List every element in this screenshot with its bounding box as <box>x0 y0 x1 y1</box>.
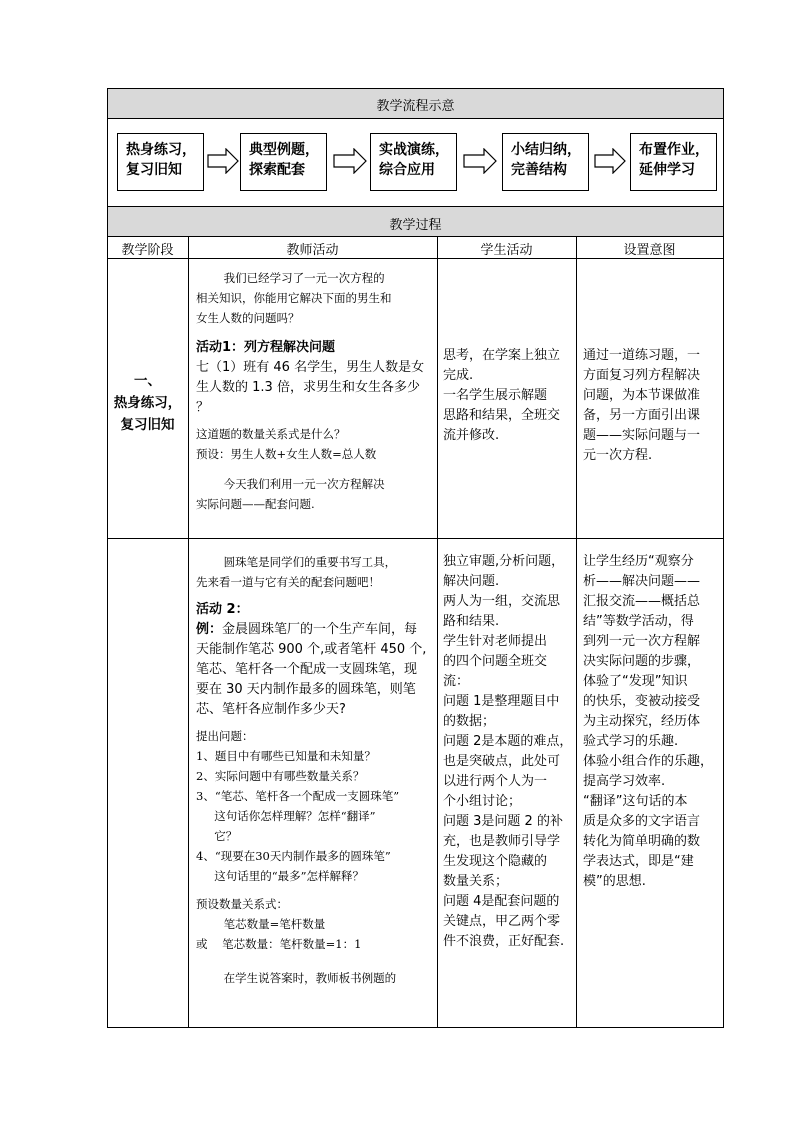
flow-step-2-line1: 典型例题， <box>249 142 319 158</box>
flow-step-3-line1: 实战演练， <box>379 142 449 158</box>
flow-step-4-line2: 完善结构 <box>511 162 567 178</box>
flow-step-2-line2: 探索配套 <box>249 162 305 178</box>
flow-step-1-line2: 复习旧知 <box>126 162 182 178</box>
flow-step-5-line2: 延伸学习 <box>639 162 695 178</box>
row2-intent: 让学生经历“观察分 析——解决问题—— 汇报交流——概括总 结”等数学活动，得 到列一元一次方程解 决实际问题的步骤， 体验了“发现”知识 的快乐，变被动接受 为主动探究，经历体 验式学习的乐趣. 体验小组合作的乐趣， 提高学习效率. “翻译”这句话的本 质是众多的文字语言 转化为简单明确的数 学表达式，即是“建 模”的思想. <box>583 554 714 889</box>
row1-stage <box>107 370 188 436</box>
flow-arrow-icon <box>207 148 239 174</box>
row2-student-activity: 独立审题,分析问题， 解决问题. 两人为一组，交流思 路和结果. 学生针对老师提出 的四个问题全班交 流： 问题 1是整理题目中 的数据； 问题 2是本题的难点， 也是突破点，此处可 以进行两个人为一 个小组讨论； 问题 3是问题 2 的补 充，也是教师引导学 生发现这个隐藏的 数量关系； 问题 4是配套问题的 关键点，甲乙两个零 件不浪费，正好配套. <box>443 554 573 949</box>
stage-line: 一、 <box>134 373 161 389</box>
activity-1-problem: 七（1）班有 46 名学生，男生人数是女 生人数的 1.3 倍，求男生和女生各多少 ？ <box>196 360 425 415</box>
col-header-student: 学生活动 <box>480 243 533 258</box>
flow-step-1 <box>117 133 204 191</box>
activity-2-title: 活动 2： <box>196 602 249 617</box>
preset-relations: 预设数量关系式： 笔芯数量=笔杆数量 或 笔芯数量：笔杆数量=1：1 <box>196 897 362 951</box>
row2-teacher-activity <box>196 552 434 988</box>
row1-student-activity: 思考，在学案上独立 完成. 一名学生展示解题 思路和结果，全班交 流并修改. <box>443 348 561 443</box>
stage-line: 复习旧知 <box>120 417 175 433</box>
flow-step-5-line1: 布置作业， <box>639 142 709 158</box>
flow-step-3 <box>370 133 457 191</box>
flow-step-2 <box>240 133 327 191</box>
flow-title: 教学流程示意 <box>376 99 455 114</box>
flow-step-5 <box>630 133 717 191</box>
col-header-teacher: 教师活动 <box>286 243 339 258</box>
flow-step-1-line1: 热身练习， <box>126 142 196 158</box>
example-problem: 例：金晨圆珠笔厂的一个生产车间，每 天能制作笔芯 900 个,或者笔杆 450 个, 笔芯、笔杆各一个配成一支圆珠笔，现 要在 30 天内制作最多的圆珠笔，则笔 芯、笔杆各应制作多少天? <box>196 622 427 717</box>
relation-question: 这道题的数量关系式是什么？ 预设：男生人数+女生人数=总人数 <box>196 427 377 461</box>
col-header-stage: 教学阶段 <box>121 243 174 258</box>
intro-text: 我们已经学习了一元一次方程的 相关知识，你能用它解决下面的男生和 女生人数的问题吗？ <box>196 271 392 325</box>
flow-arrow-icon <box>333 148 367 174</box>
outro-text: 今天我们利用一元一次方程解决 实际问题——配套问题. <box>196 477 385 511</box>
flow-arrow-icon <box>463 148 497 174</box>
activity-1-title: 活动1：列方程解决问题 <box>196 340 336 355</box>
row1-teacher-activity <box>196 268 434 514</box>
flow-step-3-line2: 综合应用 <box>379 162 435 178</box>
questions: 提出问题： 1、题目中有哪些已知量和未知量？ 2、实际问题中有哪些数量关系？ 3、“笔芯、笔杆各一个配成一支圆珠笔” 这句话你怎样理解？怎样“翻译” 它？ 4、“现要在30天内制作最多的圆珠笔” 这句话里的“最多”怎样解释？ <box>196 729 400 883</box>
example-line: 金晨圆珠笔厂的一个生产车间，每 <box>222 622 418 637</box>
stage-line: 热身练习， <box>113 395 182 411</box>
intro-text: 圆珠笔是同学们的重要书写工具， 先来看一道与它有关的配套问题吧！ <box>196 555 397 589</box>
flow-step-4 <box>502 133 589 191</box>
flow-step-4-line1: 小结归纳， <box>511 142 581 158</box>
row1-intent: 通过一道练习题，一 方面复习列方程解决 问题，为本节课做准 备，另一方面引出课 题——实际问题与一 元一次方程. <box>583 348 701 463</box>
process-title: 教学过程 <box>389 218 442 233</box>
col-header-intent: 设置意图 <box>623 243 676 258</box>
outro-text: 在学生说答案时，教师板书例题的 <box>223 971 397 985</box>
flow-arrow-icon <box>594 148 626 174</box>
example-label: 例： <box>196 622 223 637</box>
